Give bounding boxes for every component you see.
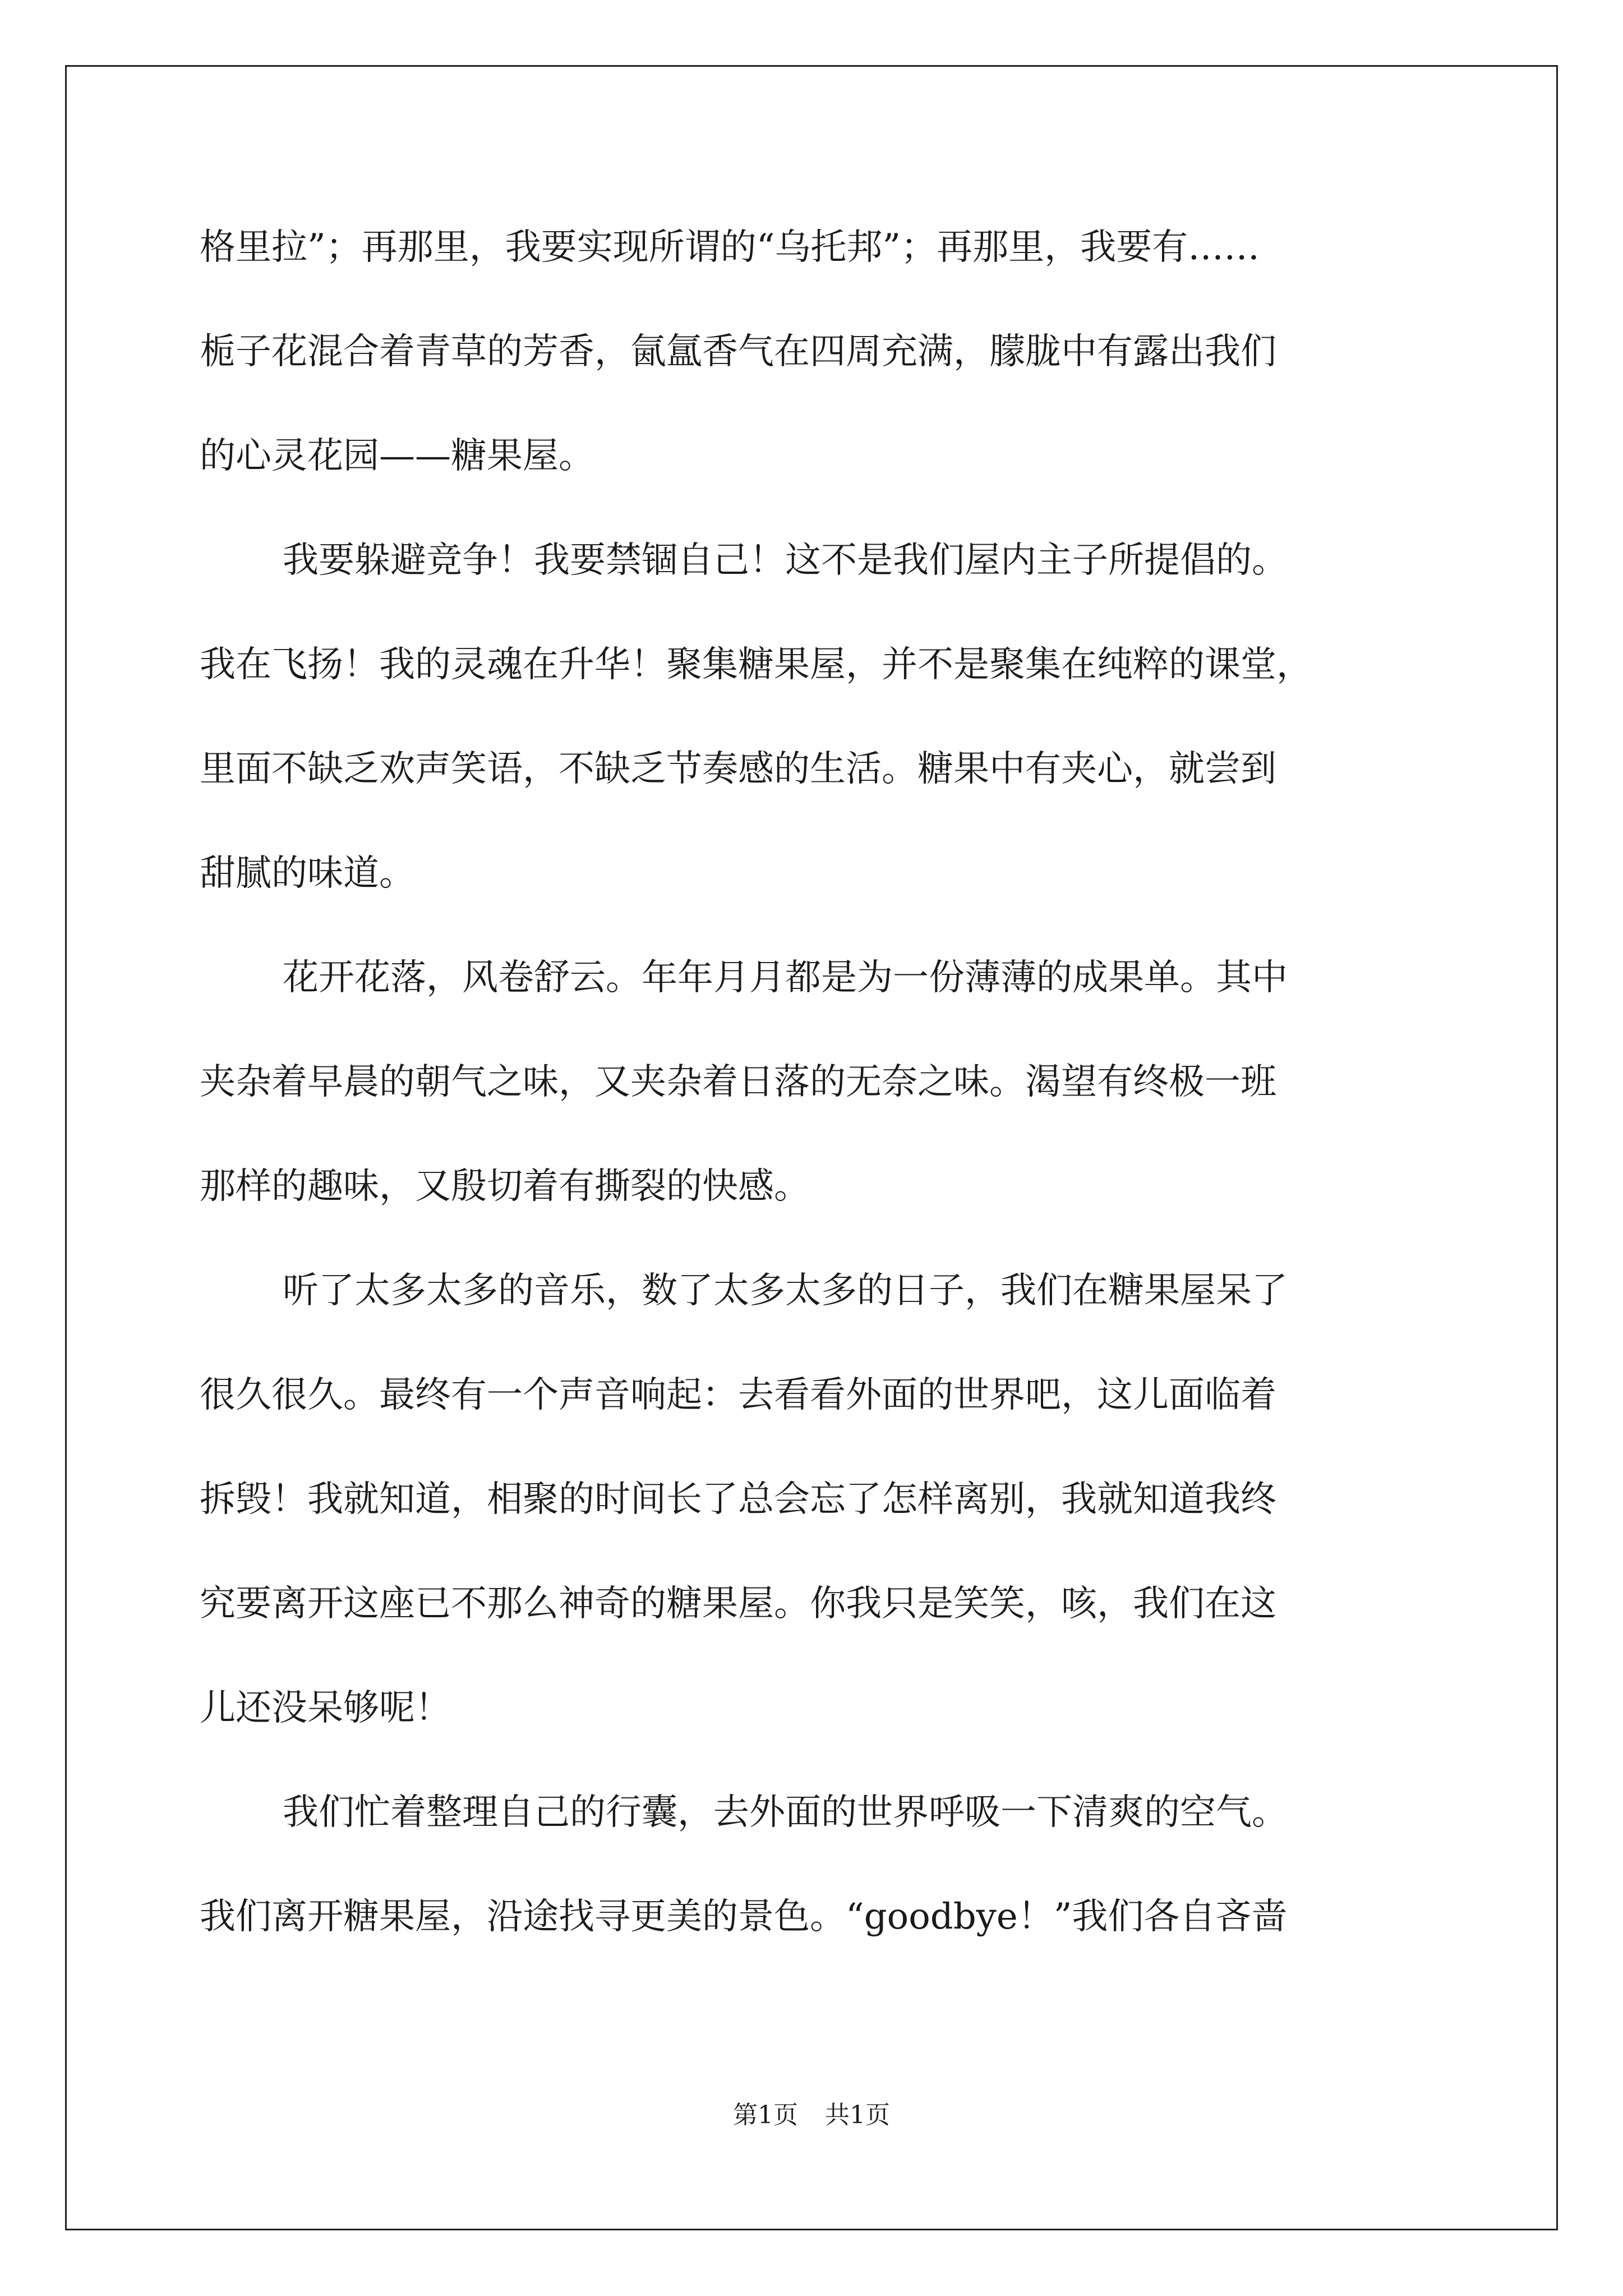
- page-footer: [0, 2095, 1623, 2131]
- page-number-total: 共1页: [825, 2101, 890, 2129]
- text-line: 格里拉”；再那里，我要实现所谓的“乌托邦”；再那里，我要有……: [200, 227, 1260, 268]
- text-line: 我在飞扬！我的灵魂在升华！聚集糖果屋，并不是聚集在纯粹的课堂，: [200, 644, 1312, 685]
- text-line: 那样的趣味，又殷切着有撕裂的快感。: [200, 1166, 810, 1207]
- text-line: 儿还没呆够呢！: [200, 1687, 451, 1729]
- page-number-current: 第1页: [733, 2101, 798, 2129]
- paragraph-first-line: 我们忙着整理自己的行囊，去外面的世界呼吸一下清爽的空气。: [283, 1792, 1288, 1833]
- text-line: 究要离开这座已不那么神奇的糖果屋。你我只是笑笑，咳，我们在这: [200, 1583, 1276, 1625]
- text-line: 的心灵花园——糖果屋。: [200, 435, 594, 477]
- text-line: 里面不缺乏欢声笑语，不缺乏节奏感的生活。糖果中有夹心，就尝到: [200, 748, 1276, 790]
- text-line: 很久很久。最终有一个声音响起：去看看外面的世界吧，这儿面临着: [200, 1374, 1276, 1416]
- text-line: 拆毁！我就知道，相聚的时间长了总会忘了怎样离别，我就知道我终: [200, 1479, 1276, 1520]
- text-line: 我们离开糖果屋，沿途找寻更美的景色。“goodbye！”我们各自吝啬: [200, 1896, 1288, 1938]
- document-body: [200, 195, 1433, 1969]
- paragraph-first-line: 花开花落，风卷舒云。年年月月都是为一份薄薄的成果单。其中: [283, 957, 1288, 999]
- paragraph-first-line: 听了太多太多的音乐，数了太多太多的日子，我们在糖果屋呆了: [283, 1270, 1288, 1312]
- paragraph-first-line: 我要躲避竞争！我要禁锢自己！这不是我们屋内主子所提倡的。: [283, 540, 1288, 581]
- text-line: 甜腻的味道。: [200, 853, 415, 894]
- text-line: 栀子花混合着青草的芳香，氤氲香气在四周充满，朦胧中有露出我们: [200, 331, 1276, 372]
- text-line: 夹杂着早晨的朝气之味，又夹杂着日落的无奈之味。渴望有终极一班: [200, 1061, 1276, 1103]
